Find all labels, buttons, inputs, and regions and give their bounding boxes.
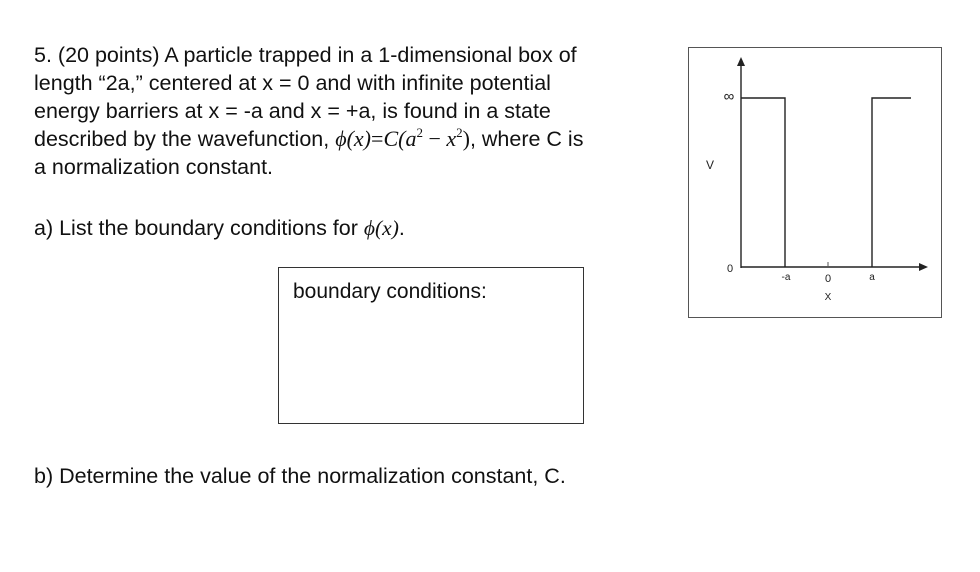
part-a-label: a) List the boundary conditions for bbox=[34, 216, 358, 240]
wavefunction-lhs: ϕ(x) bbox=[335, 126, 372, 151]
problem-statement bbox=[34, 41, 694, 181]
infinite-square-well-figure bbox=[688, 47, 942, 318]
part-a-end: . bbox=[398, 216, 405, 240]
y-axis-arrow bbox=[737, 57, 745, 66]
wavefunction-coef: C(a bbox=[383, 126, 417, 151]
boundary-conditions-answer-box[interactable] bbox=[278, 267, 584, 424]
left-potential-wall bbox=[741, 98, 785, 267]
wavefunction-var: x bbox=[446, 126, 457, 151]
x-tick-label-zero: 0 bbox=[824, 273, 832, 285]
y-label-infinity: ∞ bbox=[723, 88, 735, 105]
wavefunction-equation bbox=[335, 126, 470, 151]
wavefunction-exp-a: 2 bbox=[416, 125, 423, 140]
x-axis-arrow bbox=[919, 263, 928, 271]
x-tick-label-neg-a: -a bbox=[781, 272, 791, 283]
problem-line-4-lead: described by the wavefunction, bbox=[34, 127, 330, 151]
x-tick-label-a: a bbox=[869, 272, 875, 283]
x-axis-label: X bbox=[824, 292, 832, 303]
wavefunction-exp-x: 2 bbox=[456, 125, 463, 140]
answer-box-label: boundary conditions: bbox=[293, 280, 487, 303]
part-a-question bbox=[34, 214, 405, 242]
problem-line-1-text: A particle trapped in a 1-dimensional box of bbox=[164, 43, 577, 67]
problem-line-4-tail: , where C is bbox=[469, 127, 584, 151]
problem-line-5: a normalization constant. bbox=[34, 155, 274, 179]
problem-number: 5. bbox=[34, 43, 52, 67]
y-label-v: V bbox=[705, 158, 715, 172]
wavefunction-minus: − bbox=[428, 126, 441, 151]
right-potential-wall bbox=[872, 98, 911, 267]
part-a-function: ϕ(x) bbox=[363, 216, 399, 240]
problem-points: (20 points) bbox=[57, 43, 160, 67]
wavefunction-equals: = bbox=[371, 126, 384, 151]
part-b-question: b) Determine the value of the normalization constant, C. bbox=[34, 464, 566, 488]
problem-line-2: length “2a,” centered at x = 0 and with infinite potential bbox=[34, 71, 551, 95]
problem-line-3: energy barriers at x = -a and x = +a, is found in a state bbox=[34, 99, 551, 123]
problem-line-4 bbox=[34, 125, 694, 153]
problem-line-1 bbox=[34, 41, 694, 69]
wavefunction-close: ) bbox=[462, 126, 470, 151]
potential-well-plot bbox=[689, 48, 941, 317]
y-label-origin: 0 bbox=[726, 263, 734, 275]
